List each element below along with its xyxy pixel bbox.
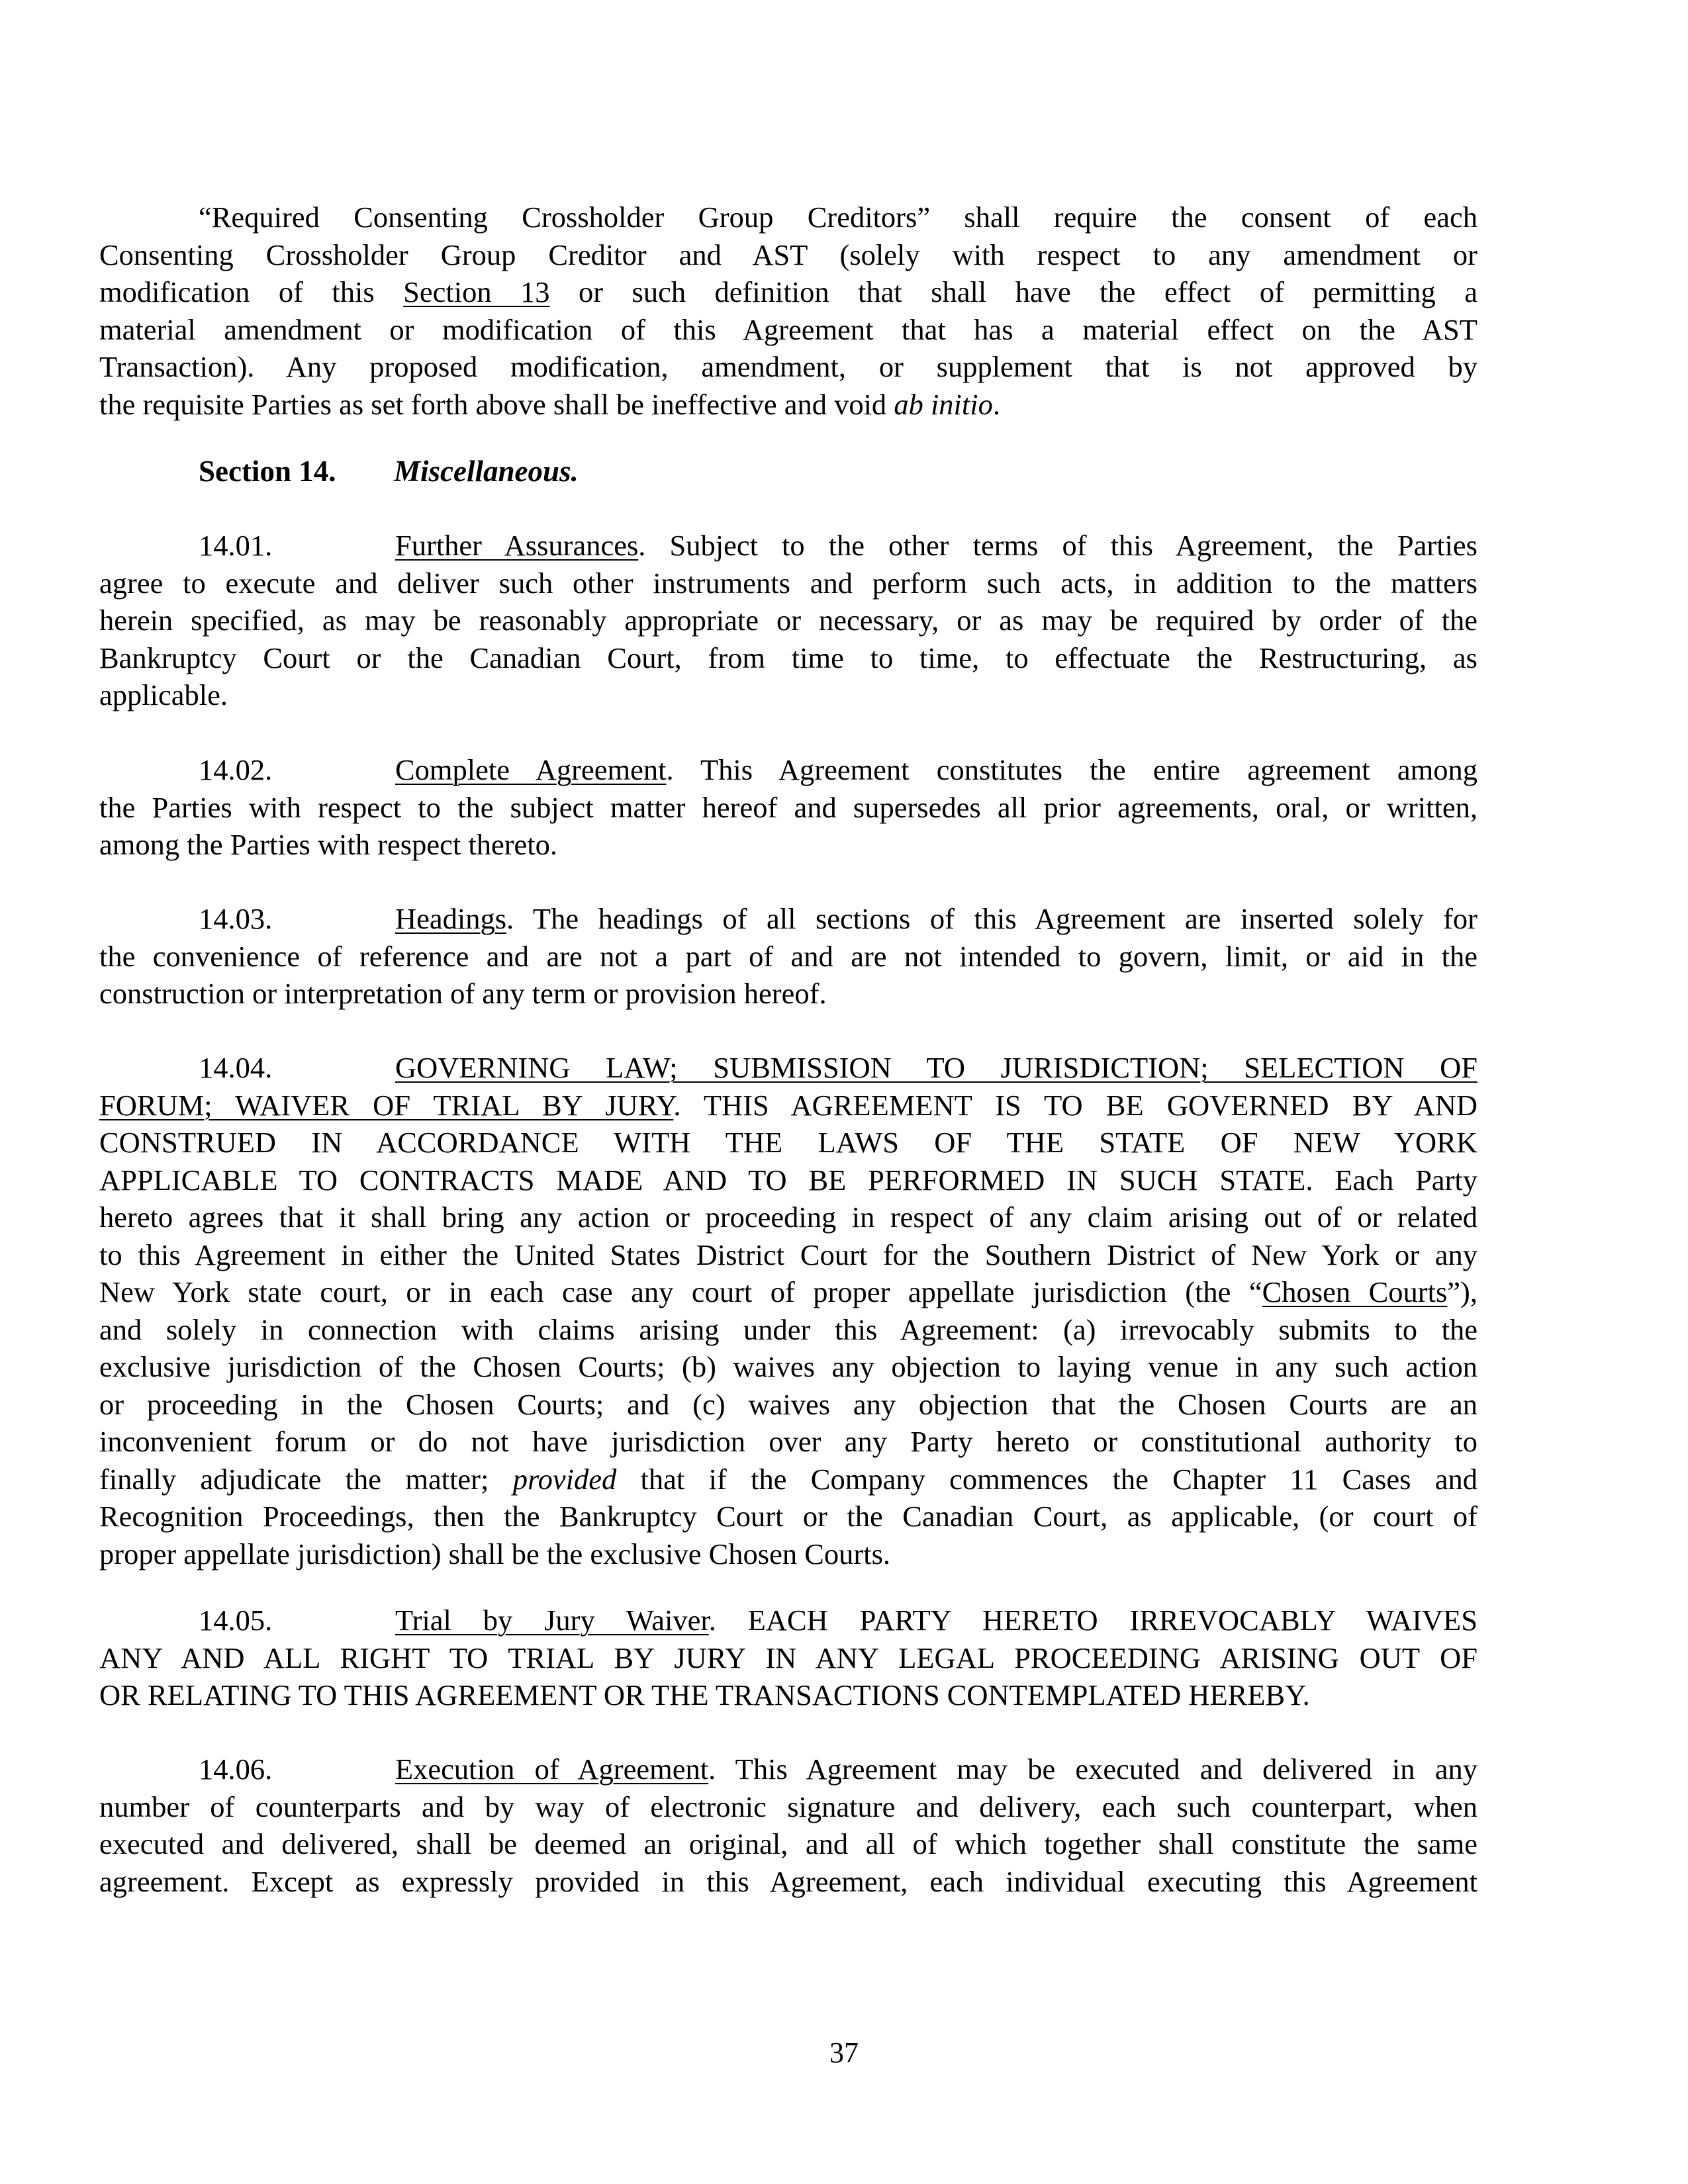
clause-number: 14.01. bbox=[199, 529, 273, 562]
clause-title: Execution of Agreement bbox=[395, 1752, 709, 1786]
intro-paragraph bbox=[99, 199, 1477, 423]
text-line: 14.01. Further Assurances. Subject to the other terms of this Agreement, the Parties bbox=[99, 527, 1477, 565]
text-line: executed and delivered, shall be deemed an original, and all of which together shall constitute the same bbox=[99, 1827, 1477, 1860]
text-line: FORUM; WAIVER OF TRIAL BY JURY. THIS AGREEMENT IS TO BE GOVERNED BY AND bbox=[99, 1088, 1477, 1122]
text-line: finally adjudicate the matter; provided that if the Company commences the Chapter 11 Cases and bbox=[99, 1462, 1477, 1496]
section-title: Miscellaneous. bbox=[394, 455, 579, 488]
text-line: Consenting Crossholder Group Creditor and AST (solely with respect to any amendment or bbox=[99, 238, 1477, 271]
text-line bbox=[99, 1049, 1477, 1087]
clause-title: Complete Agreement bbox=[395, 753, 667, 786]
text-line: to this Agreement in either the United States District Court for the Southern District of New York or any bbox=[99, 1238, 1477, 1271]
text-line: 14.05. Trial by Jury Waiver. EACH PARTY HERETO IRREVOCABLY WAIVES bbox=[99, 1602, 1477, 1639]
section-13-reference: Section 13 bbox=[403, 275, 550, 308]
text-line: the Parties with respect to the subject matter hereof and supersedes all prior agreements, oral, or written, bbox=[99, 790, 1477, 824]
clause-title: Trial by Jury Waiver bbox=[395, 1604, 709, 1637]
clause-number: 14.04. bbox=[199, 1051, 273, 1084]
text-line: Bankruptcy Court or the Canadian Court, from time to time, to effectuate the Restructuring, as bbox=[99, 641, 1477, 674]
clause-title: FORUM; WAIVER OF TRIAL BY JURY bbox=[99, 1088, 674, 1122]
clause-14-03 bbox=[99, 900, 1477, 1013]
text-line: 14.03. Headings. The headings of all sections of this Agreement are inserted solely for bbox=[99, 900, 1477, 938]
text-line: agree to execute and deliver such other instruments and perform such acts, in addition to the matters bbox=[99, 566, 1477, 600]
text-line: OR RELATING TO THIS AGREEMENT OR THE TRANSACTIONS CONTEMPLATED HEREBY. bbox=[99, 1678, 1310, 1711]
clause-title: Headings bbox=[395, 902, 507, 935]
text-line: proper appellate jurisdiction) shall be the exclusive Chosen Courts. bbox=[99, 1537, 891, 1570]
text-line: CONSTRUED IN ACCORDANCE WITH THE LAWS OF THE STATE OF NEW YORK bbox=[99, 1126, 1477, 1159]
clause-14-02 bbox=[99, 751, 1477, 864]
text-line: modification of this Section 13 or such definition that shall have the effect of permitting a bbox=[99, 275, 1477, 308]
text-line: and solely in connection with claims arising under this Agreement: (a) irrevocably submits to the bbox=[99, 1312, 1477, 1346]
text-line: ANY AND ALL RIGHT TO TRIAL BY JURY IN ANY LEGAL PROCEEDING ARISING OUT OF bbox=[99, 1641, 1477, 1674]
text-line: number of counterparts and by way of electronic signature and delivery, each such counterpart, when bbox=[99, 1790, 1477, 1823]
text-line: or proceeding in the Chosen Courts; and (c) waives any objection that the Chosen Courts are an bbox=[99, 1387, 1477, 1421]
text-line: Transaction). Any proposed modification, amendment, or supplement that is not approved by bbox=[99, 350, 1477, 383]
clause-14-01 bbox=[99, 527, 1477, 714]
text-line: APPLICABLE TO CONTRACTS MADE AND TO BE PERFORMED IN SUCH STATE. Each Party bbox=[99, 1163, 1477, 1197]
defined-term-chosen-courts: Chosen Courts bbox=[1262, 1275, 1448, 1308]
text-line: hereto agrees that it shall bring any action or proceeding in respect of any claim arising out of or related bbox=[99, 1201, 1477, 1234]
clause-title: GOVERNING LAW; SUBMISSION TO JURISDICTION; SELECTION OF bbox=[395, 1051, 1477, 1084]
text-line: the requisite Parties as set forth above shall be ineffective and void ab initio. bbox=[99, 387, 1001, 421]
text-line: applicable. bbox=[99, 678, 228, 711]
text-line: 14.06. Execution of Agreement. This Agreement may be executed and delivered in any bbox=[99, 1751, 1477, 1788]
text-line: herein specified, as may be reasonably appropriate or necessary, or as may be required by order of the bbox=[99, 604, 1477, 637]
text-line: agreement. Except as expressly provided in this Agreement, each individual executing this Agreement bbox=[99, 1864, 1477, 1898]
text-line: Recognition Proceedings, then the Bankruptcy Court or the Canadian Court, as applicable, (or court of bbox=[99, 1500, 1477, 1533]
clause-number: 14.06. bbox=[199, 1752, 273, 1786]
text-line: “Required Consenting Crossholder Group Creditors” shall require the consent of each bbox=[199, 201, 1477, 234]
text-line: exclusive jurisdiction of the Chosen Courts; (b) waives any objection to laying venue in any such action bbox=[99, 1350, 1477, 1383]
clause-14-06 bbox=[99, 1751, 1477, 1900]
clause-14-05 bbox=[99, 1602, 1477, 1714]
clause-number: 14.03. bbox=[199, 902, 273, 935]
section-number: Section 14. bbox=[199, 455, 336, 488]
section-heading bbox=[199, 453, 579, 490]
clause-14-04 bbox=[99, 1049, 1477, 1572]
text-line: construction or interpretation of any term or provision hereof. bbox=[99, 977, 827, 1010]
text-line: 14.02. Complete Agreement. This Agreement constitutes the entire agreement among bbox=[99, 751, 1477, 789]
text-line: the convenience of reference and are not a part of and are not intended to govern, limit, or aid in the bbox=[99, 939, 1477, 973]
clause-number: 14.02. bbox=[199, 753, 273, 786]
clause-number: 14.05. bbox=[199, 1604, 273, 1637]
text-line: among the Parties with respect thereto. bbox=[99, 828, 558, 861]
text-line: inconvenient forum or do not have jurisdiction over any Party hereto or constitutional authority to bbox=[99, 1425, 1477, 1458]
text-line: New York state court, or in each case any court of proper appellate jurisdiction (the “Chosen Courts”), bbox=[99, 1275, 1477, 1308]
page-number: 37 bbox=[829, 2036, 859, 2069]
clause-title: Further Assurances bbox=[395, 529, 639, 562]
text-line: material amendment or modification of this Agreement that has a material effect on the AST bbox=[99, 312, 1477, 346]
